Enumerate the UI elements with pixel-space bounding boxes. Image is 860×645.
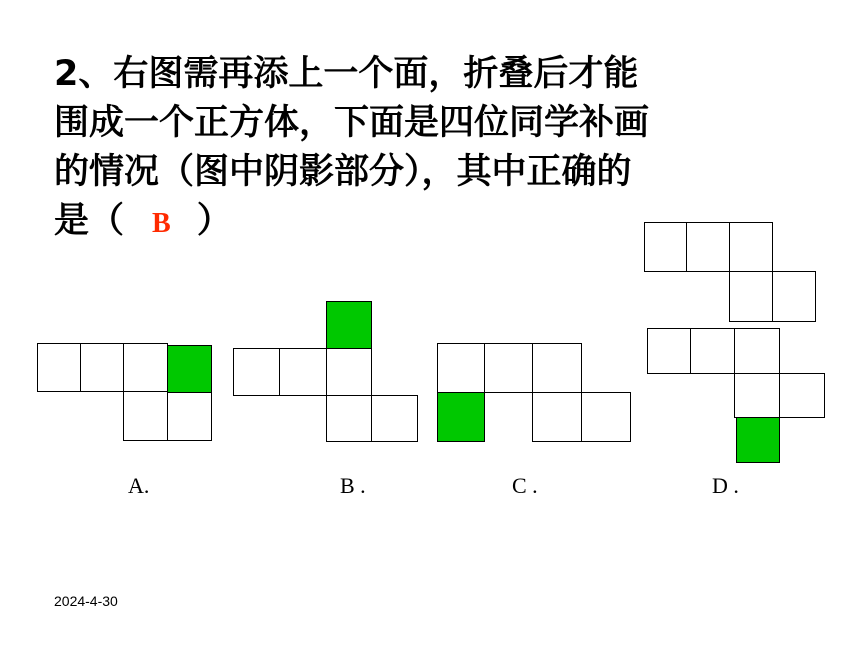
net-square [532, 392, 582, 442]
net-square [729, 271, 773, 322]
net-square [772, 271, 816, 322]
net-square [437, 343, 485, 393]
net-square [532, 343, 582, 393]
net-square [644, 222, 687, 272]
net-square [233, 348, 280, 396]
question-line-4-suffix: ） [196, 201, 232, 241]
net-square [686, 222, 730, 272]
net-square [734, 373, 780, 418]
option-a-label: A. [128, 473, 150, 498]
net-square [647, 328, 691, 374]
net-square [690, 328, 735, 374]
shaded-square [326, 301, 372, 349]
shaded-square [736, 417, 780, 463]
net-square [326, 395, 372, 442]
net-square [123, 391, 168, 441]
net-square [123, 343, 168, 392]
question-line-2: 围成一个正方体，下面是四位同学补画 [54, 103, 650, 143]
net-square [779, 373, 825, 418]
option-c-label: C . [512, 473, 538, 498]
net-square [167, 392, 212, 441]
net-square [80, 343, 124, 392]
option-d-label: D . [712, 473, 739, 498]
answer-text: B [152, 208, 171, 239]
net-square [484, 343, 533, 393]
slide-date: 2024-4-30 [54, 593, 118, 609]
question-line-3: 的情况（图中阴影部分），其中正确的 [54, 152, 632, 192]
question-line-4-prefix: 是（ [54, 201, 125, 241]
net-square [734, 328, 780, 374]
shaded-square [437, 392, 485, 442]
net-square [279, 348, 327, 396]
shaded-square [167, 345, 212, 393]
question-text [54, 50, 754, 248]
question-line-1: 2、右图需再添上一个面，折叠后才能 [54, 54, 639, 94]
net-square [371, 395, 418, 442]
net-square [37, 343, 81, 392]
net-square [729, 222, 773, 272]
net-square [326, 348, 372, 396]
net-square [581, 392, 631, 442]
option-b-label: B . [340, 473, 366, 498]
